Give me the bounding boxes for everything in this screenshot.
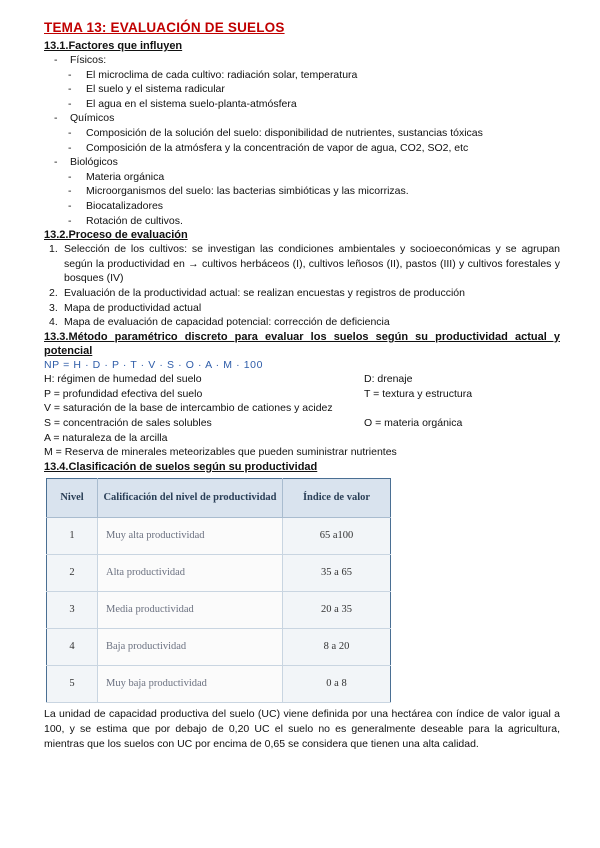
cell-nivel: 3	[47, 591, 98, 628]
list-item: - El suelo y el sistema radicular	[68, 83, 225, 96]
document-page	[44, 20, 560, 752]
uc-paragraph: La unidad de capacidad productiva del suelo (UC) viene definida por una hectárea con índice de valor igual a 100, y se estima que por debajo de 0,20 UC el suelo no es generalmente deseable para la agricultura, mientras que los suelos con UC por encima de 0,65 se considera que tienen una alta calidad.	[44, 707, 560, 750]
cell-nivel: 1	[47, 517, 98, 554]
cell-calificacion: Muy baja productividad	[98, 665, 283, 702]
list-item: - Microorganismos del suelo: las bacterias simbióticas y las micorrizas.	[68, 185, 409, 198]
table-row	[47, 591, 391, 628]
legend-o: O = materia orgánica	[364, 417, 463, 430]
legend-s: S = concentración de sales solubles	[44, 417, 212, 430]
section-heading-metodo: 13.3.Método paramétrico discreto para evaluar los suelos según su productividad actual y	[44, 330, 560, 343]
section-heading-clasificacion: 13.4.Clasificación de suelos según su productividad	[44, 460, 318, 473]
legend-t: T = textura y estructura	[364, 387, 473, 400]
legend-a: A = naturaleza de la arcilla	[44, 431, 168, 444]
list-item: - Biocatalizadores	[68, 199, 164, 212]
legend-row	[44, 445, 560, 460]
header-calificacion: Calificación del nivel de productividad	[98, 478, 283, 517]
cell-calificacion: Muy alta productividad	[98, 517, 283, 554]
list-item: - El agua en el sistema suelo-planta-atmósfera	[68, 97, 297, 110]
table-header-row	[47, 478, 391, 517]
formula: NP = H · D · P · T · V · S · O · A · M · 100	[44, 358, 264, 371]
legend-row	[44, 372, 560, 387]
list-item: - Rotación de cultivos.	[68, 214, 183, 227]
cell-indice: 0 a 8	[283, 665, 391, 702]
cell-calificacion: Alta productividad	[98, 554, 283, 591]
productivity-table	[46, 478, 391, 703]
list-item: - Composición de la atmósfera y la concentración de vapor de agua, CO2, SO2, etc	[68, 141, 469, 154]
group-label: - Biológicos	[54, 156, 118, 169]
table-row	[47, 554, 391, 591]
numbered-step: 3. Mapa de productividad actual	[49, 301, 202, 314]
legend-d: D: drenaje	[364, 373, 413, 386]
page-title: TEMA 13: EVALUACIÓN DE SUELOS	[44, 20, 285, 35]
cell-calificacion: Media productividad	[98, 591, 283, 628]
cell-indice: 8 a 20	[283, 628, 391, 665]
numbered-step: 4. Mapa de evaluación de capacidad potencial: corrección de deficiencia	[49, 316, 390, 329]
numbered-step: 2. Evaluación de la productividad actual: se realizan encuestas y registros de producción	[49, 286, 465, 299]
productivity-table-wrap	[46, 478, 560, 703]
cell-indice: 35 a 65	[283, 554, 391, 591]
header-nivel: Nivel	[47, 478, 98, 517]
legend-p: P = profundidad efectiva del suelo	[44, 387, 203, 400]
legend-m: M = Reserva de minerales meteorizables que pueden suministrar nutrientes	[44, 446, 397, 459]
header-indice: Índice de valor	[283, 478, 391, 517]
numbered-step: 1. Selección de los cultivos: se investigan las condiciones ambientales y socioeconómicas y se agrupan según la productividad en → cultivos herbáceos (I), cultivos leñosos (II), pastos (III) y cultivos forestales y bosques (IV)	[49, 243, 560, 285]
legend-row	[44, 401, 560, 416]
legend-v: V = saturación de la base de intercambio de cationes y acidez	[44, 402, 333, 415]
section-heading-metodo-cont: potencial	[44, 344, 93, 357]
table-row	[47, 517, 391, 554]
section-heading-factores: 13.1.Factores que influyen	[44, 40, 183, 52]
list-item: - Composición de la solución del suelo: disponibilidad de nutrientes, sustancias tóxicas	[68, 126, 483, 139]
list-item: - Materia orgánica	[68, 170, 165, 183]
cell-nivel: 4	[47, 628, 98, 665]
cell-indice: 20 a 35	[283, 591, 391, 628]
legend-row	[44, 431, 560, 446]
legend-row	[44, 416, 560, 431]
legend-row	[44, 387, 560, 402]
cell-nivel: 5	[47, 665, 98, 702]
table-row	[47, 665, 391, 702]
list-item: - El microclima de cada cultivo: radiación solar, temperatura	[68, 68, 358, 81]
group-label: - Químicos	[54, 112, 115, 125]
section-heading-proceso: 13.2.Proceso de evaluación	[44, 229, 188, 242]
cell-nivel: 2	[47, 554, 98, 591]
legend-h: H: régimen de humedad del suelo	[44, 373, 202, 386]
table-row	[47, 628, 391, 665]
cell-indice: 65 a100	[283, 517, 391, 554]
group-label: - Físicos:	[54, 54, 107, 66]
cell-calificacion: Baja productividad	[98, 628, 283, 665]
